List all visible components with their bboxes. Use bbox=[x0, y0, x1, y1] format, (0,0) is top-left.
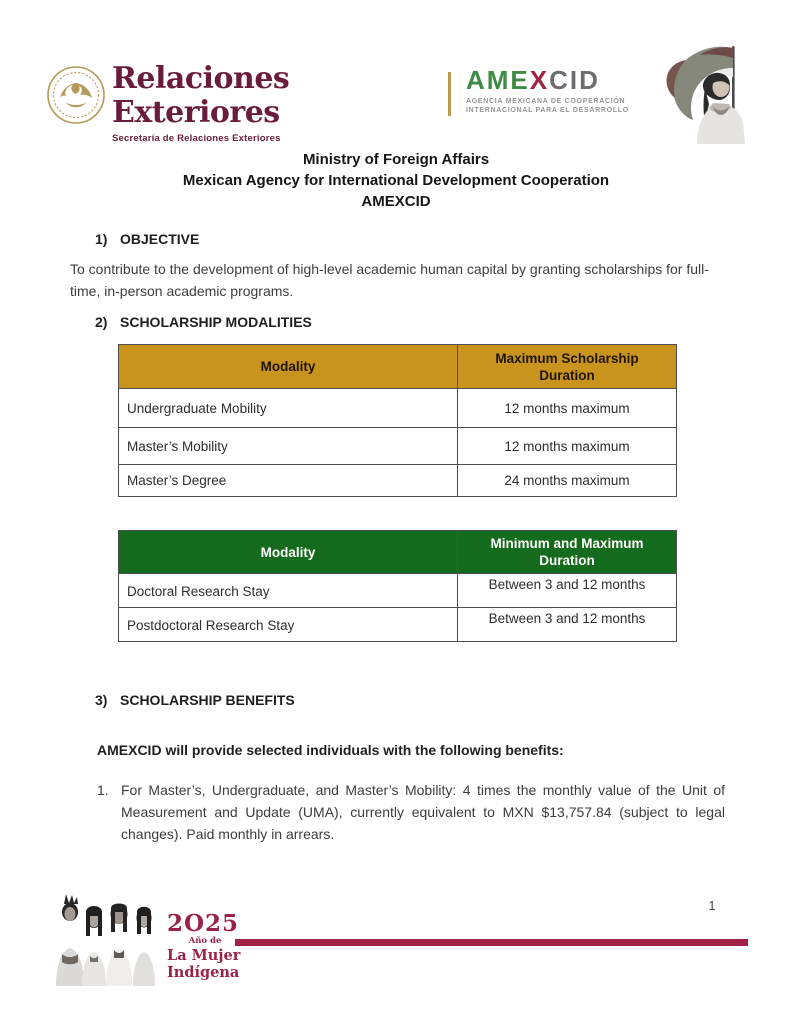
sre-logo-title: Relaciones Exteriores bbox=[112, 61, 290, 130]
section-heading-modalities bbox=[95, 314, 312, 330]
cell-modality: Postdoctoral Research Stay bbox=[119, 608, 458, 642]
amexcid-subtitle-line1: AGENCIA MEXICANA DE COOPERACIÓN bbox=[466, 98, 626, 105]
cell-duration: Between 3 and 12 months bbox=[458, 608, 677, 642]
sre-seal-icon bbox=[46, 64, 106, 126]
table-row bbox=[119, 574, 677, 608]
footer-year-label: Año de bbox=[188, 936, 222, 946]
section-heading-objective bbox=[95, 231, 199, 247]
section-label: OBJECTIVE bbox=[120, 231, 200, 247]
cell-duration: 12 months maximum bbox=[458, 389, 677, 428]
table-row bbox=[119, 608, 677, 642]
footer-campaign-logo bbox=[167, 912, 277, 980]
cell-modality: Master’s Mobility bbox=[119, 428, 458, 465]
amexcid-logo bbox=[466, 66, 656, 115]
column-header-duration: Maximum Scholarship Duration bbox=[458, 345, 677, 389]
document-title-line3: AMEXCID bbox=[361, 193, 431, 210]
amexcid-wordmark-gray: CID bbox=[549, 65, 600, 95]
sre-logo-subtitle: Secretaría de Relaciones Exteriores bbox=[112, 133, 281, 144]
document-title bbox=[0, 149, 792, 212]
woman-flag-image bbox=[653, 42, 765, 148]
document-title-line2: Mexican Agency for International Development Cooperation bbox=[182, 172, 610, 189]
table-header-row bbox=[119, 531, 677, 574]
modalities-table-green bbox=[118, 530, 677, 642]
list-item-number: 1. bbox=[97, 782, 109, 798]
cell-duration: 24 months maximum bbox=[458, 465, 677, 497]
table-row bbox=[119, 389, 677, 428]
footer-divider-line bbox=[235, 939, 748, 946]
table-row bbox=[119, 428, 677, 465]
amexcid-wordmark-x: X bbox=[529, 65, 550, 95]
section-label: SCHOLARSHIP MODALITIES bbox=[120, 314, 312, 330]
column-header-duration: Minimum and Maximum Duration bbox=[458, 531, 677, 574]
sre-logo bbox=[112, 62, 442, 144]
footer-year: 2O25 bbox=[167, 910, 240, 937]
section-number: 2) bbox=[95, 314, 108, 330]
footer-campaign-line2: Indígena bbox=[167, 964, 240, 981]
section-number: 1) bbox=[95, 231, 108, 247]
list-item-text: For Master’s, Undergraduate, and Master’s Mobility: 4 times the monthly value of the Unit of Measurement and Update (UMA), currently equivalent to MXN $13,757.84 (subject to legal changes). Paid monthly in arrears. bbox=[121, 782, 725, 842]
section-heading-benefits bbox=[95, 692, 295, 708]
cell-modality: Doctoral Research Stay bbox=[119, 574, 458, 608]
modalities-table-gold bbox=[118, 344, 677, 497]
column-header-modality: Modality bbox=[119, 345, 458, 389]
header-divider bbox=[448, 72, 451, 116]
page-number: 1 bbox=[708, 899, 716, 913]
amexcid-subtitle-line2: INTERNACIONAL PARA EL DESARROLLO bbox=[466, 107, 629, 114]
column-header-modality: Modality bbox=[119, 531, 458, 574]
cell-modality: Undergraduate Mobility bbox=[119, 389, 458, 428]
table-header-row bbox=[119, 345, 677, 389]
benefits-intro: AMEXCID will provide selected individuals with the following benefits: bbox=[97, 742, 564, 758]
table-row bbox=[119, 465, 677, 497]
benefit-list-item-1 bbox=[97, 779, 725, 845]
amexcid-wordmark bbox=[466, 66, 656, 94]
objective-paragraph: To contribute to the development of high-level academic human capital by granting scholarships for full-time, in-person academic programs. bbox=[70, 261, 709, 299]
cell-duration: Between 3 and 12 months bbox=[458, 574, 677, 608]
footer-campaign-line1: La Mujer bbox=[167, 947, 241, 964]
cell-duration: 12 months maximum bbox=[458, 428, 677, 465]
indigenous-women-image bbox=[50, 892, 164, 986]
document-title-line1: Ministry of Foreign Affairs bbox=[302, 151, 490, 168]
amexcid-wordmark-green: AME bbox=[466, 65, 530, 95]
section-number: 3) bbox=[95, 692, 108, 708]
section-label: SCHOLARSHIP BENEFITS bbox=[120, 692, 295, 708]
cell-modality: Master’s Degree bbox=[119, 465, 458, 497]
